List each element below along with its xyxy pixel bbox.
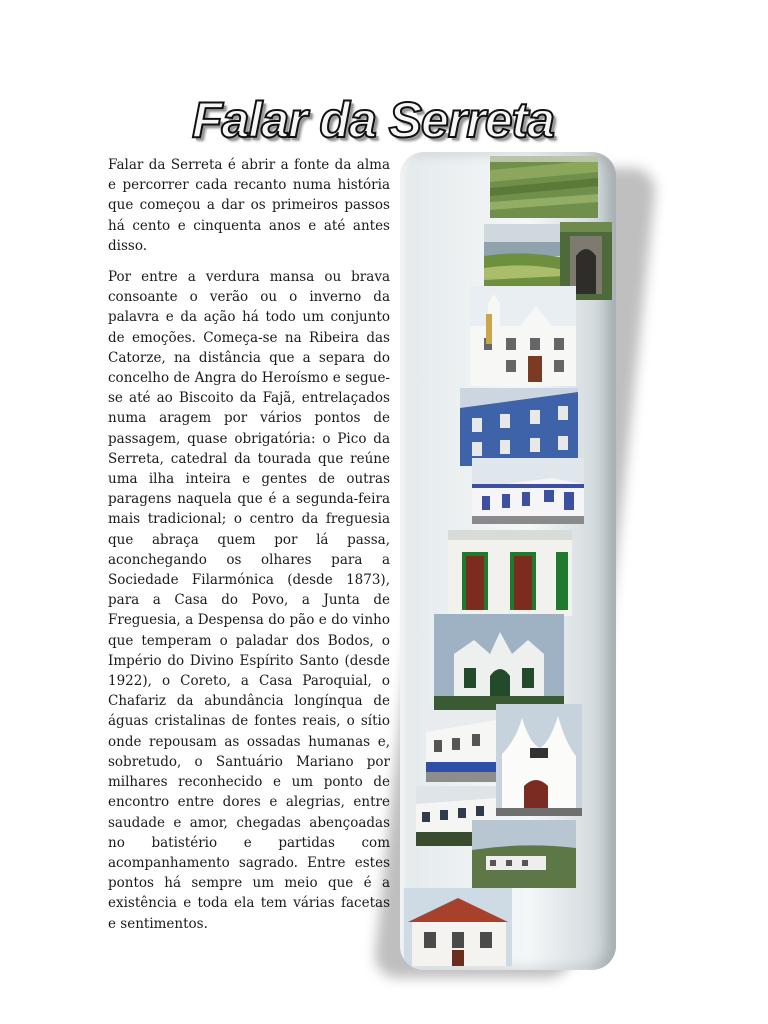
paragraph-intro: Falar da Serreta é abrir a fonte da alma e percorrer cada recanto numa história que começou a dar os primeiros passos há cento e cinquenta anos e até antes disso. <box>108 157 390 254</box>
photo-imperio-chapel <box>434 614 564 710</box>
photo-collage-strip <box>400 152 616 970</box>
photo-white-blue-building <box>472 458 584 524</box>
photo-coastal-village <box>472 820 576 888</box>
photo-green-door-building <box>448 530 572 616</box>
photo-blue-building <box>460 388 578 466</box>
article-body <box>108 155 390 945</box>
photo-street-buildings <box>426 710 496 782</box>
photo-terraced-hillside <box>490 156 598 218</box>
photo-red-roof-house <box>404 888 512 966</box>
photo-white-chapel <box>496 704 582 816</box>
photo-church-facade <box>470 286 576 386</box>
photo-coastal-landscape <box>484 224 564 288</box>
page-title: Falar da Serreta <box>192 92 554 148</box>
paragraph-main: Por entre a verdura mansa ou brava consoante o verão ou o inverno da palavra e da ação há todo um conjunto de emoções. Começa-se na Ribeira das Catorze, na distância que a separa do concelho de Angra do Heroísmo e segue-se até ao Biscoito da Fajã, entrelaçados numa aragem por vários pontos de passagem, quase obrigatória: o Pico da Serreta, catedral da tourada que reúne uma ilha inteira e gentes de outras paragens naquela que é a segunda-feira mais tradicional; o centro da freguesia que abraça quem por lá passa, aconchegando os olhares para a Sociedade Filarmónica (desde 1873), para a Casa do Povo, a Junta de Freguesia, a Despensa do pão e do vinho que temperam o paladar dos Bodos, o Império do Divino Espírito Santo (desde 1922), o Coreto, a Casa Paroquial, o Chafariz da abundância longínqua de águas cristalinas de fontes reais, o sítio onde repousam as ossadas humanas e, sobretudo, o Santuário Mariano por milhares reconhecido e um ponto de encontro entre dores e alegrias, entre saudade e amor, chegadas abençoadas no batistério e partidas com acompanhamento sagrado. Entre estes pontos há sempre um meio que é a existência e toda ela tem várias facetas e sentimentos. <box>108 269 390 932</box>
